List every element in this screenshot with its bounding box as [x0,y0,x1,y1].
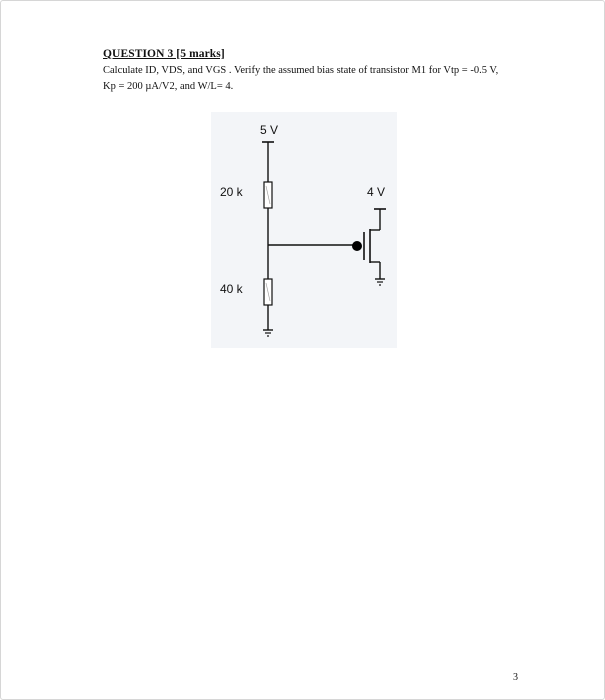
resistor-20k-label: 20 k [220,185,243,199]
circuit-diagram [211,112,397,348]
page-number: 3 [513,672,518,683]
supply-voltage-label: 5 V [260,123,279,137]
question-title: QUESTION 3 [5 marks] [103,48,225,60]
question-text-line-1: Calculate ID, VDS, and VGS . Verify the assumed bias state of transistor M1 for Vtp = -0.5 V, [103,65,499,76]
question-text-line-2: Kp = 200 µA/V2, and W/L= 4. [103,81,234,92]
pmos-gate-bubble [352,241,362,251]
circuit-figure [211,112,397,348]
resistor-40k-label: 40 k [220,282,243,296]
transistor-supply-label: 4 V [367,185,386,199]
